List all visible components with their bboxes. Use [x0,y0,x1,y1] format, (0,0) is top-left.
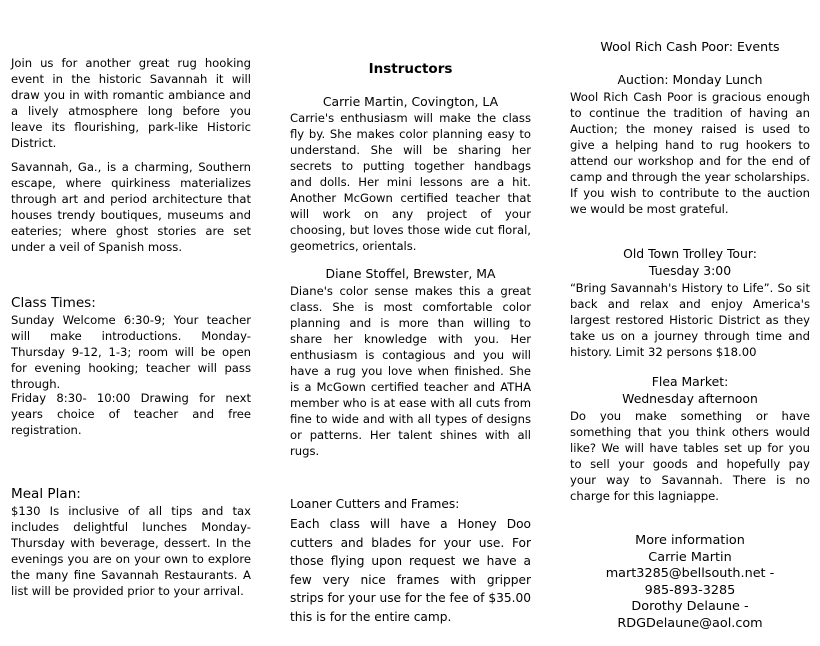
auction-heading: Auction: Monday Lunch [617,72,763,87]
trolley-time: Tuesday 3:00 [648,263,732,278]
trolley-heading: Old Town Trolley Tour: [623,246,757,261]
auction-text: Wool Rich Cash Poor is gracious enough to continue the tradition of having an Auction; the money raised is used to give a helping hand to rug hookers to attend our workshop and for the end of camp and through the year scholarships. If you wish to contribute to the auction we would be most grateful. [570,90,810,216]
contact-name-dorothy: Dorothy Delaune - [631,599,749,615]
flea-market-heading: Flea Market: [651,374,729,389]
savannah-paragraph: Savannah, Ga., is a charming, Southern escape, where quirkiness materializes through art and period architecture that houses trendy boutiques, museums and eateries; where ghost stories are set under a veil of Spanish moss. [11,160,251,254]
loaner-text: Each class will have a Honey Doo cutters and blades for your use. For those flying upon request we have a few very nice frames with gripper strips for your use for the fee of $35.00 this is for the entire camp. [290,517,531,624]
diane-heading: Diane Stoffel, Brewster, MA [325,266,496,281]
contact-email-carrie: mart3285@bellsouth.net - [605,566,775,582]
intro-paragraph: Join us for another great rug hooking event in the historic Savannah it will draw you in with romantic ambiance and a lively atmosphere long before you leave its flourishing, park-like Historic District. [11,56,251,150]
contact-email-dorothy: RDGDelaune@aol.com [617,615,763,631]
meal-plan-heading: Meal Plan: [11,486,81,502]
contact-info [570,533,810,633]
carrie-bio: Carrie's enthusiasm will make the class fly by. She makes color planning easy to understand. She will be sharing her secrets to putting together handbags and dolls. Her mini lessons are a hit. Another McGown certified teacher that will work on any project of your choosing, but loves those wide cut floral, geometrics, orientals. [290,111,531,253]
diane-bio: Diane's color sense makes this a great class. She is most comfortable color planning and is more than willing to share her knowledge with you. Her enthusiasm is contagious and you will have a rug you love when finished. She is a McGown certified teacher and ATHA member who is at ease with all cuts from fine to wide and with all types of designs or patterns. Her talent shines with all rugs. [290,284,531,458]
events-heading: Wool Rich Cash Poor: Events [600,39,780,54]
contact-phone-carrie: 985-893-3285 [644,582,736,598]
class-times-heading: Class Times: [11,295,96,311]
class-times-text: Sunday Welcome 6:30-9; Your teacher will make introductions. Monday-Thursday 9-12, 1-3; room will be open for evening hooking; teacher will pass through. [11,313,251,391]
flea-market-time: Wednesday afternoon [622,391,758,406]
flea-market-text: Do you make something or have something that you think others would like? We will have tables set up for you to sell your goods and hopefully pay your way to Savannah. There is no charge for this lagniappe. [570,409,810,503]
meal-plan-text: $130 Is inclusive of all tips and tax includes delightful lunches Monday-Thursday with beverage, dessert. In the evenings you are on your own to explore the many fine Savannah Restaurants. A list will be provided prior to your arrival. [11,504,251,598]
friday-text: Friday 8:30- 10:00 Drawing for next years choice of teacher and free registration. [11,391,251,437]
contact-name-carrie: Carrie Martin [648,549,732,565]
more-info-heading: More information [635,533,745,548]
carrie-heading: Carrie Martin, Covington, LA [322,94,499,109]
instructors-heading: Instructors [368,61,453,77]
trolley-text: “Bring Savannah's History to Life”. So sit back and relax and enjoy America's largest restored Historic District as they take us on a journey through time and history. Limit 32 persons $18.00 [570,281,810,359]
loaner-heading: Loaner Cutters and Frames: [290,497,460,511]
